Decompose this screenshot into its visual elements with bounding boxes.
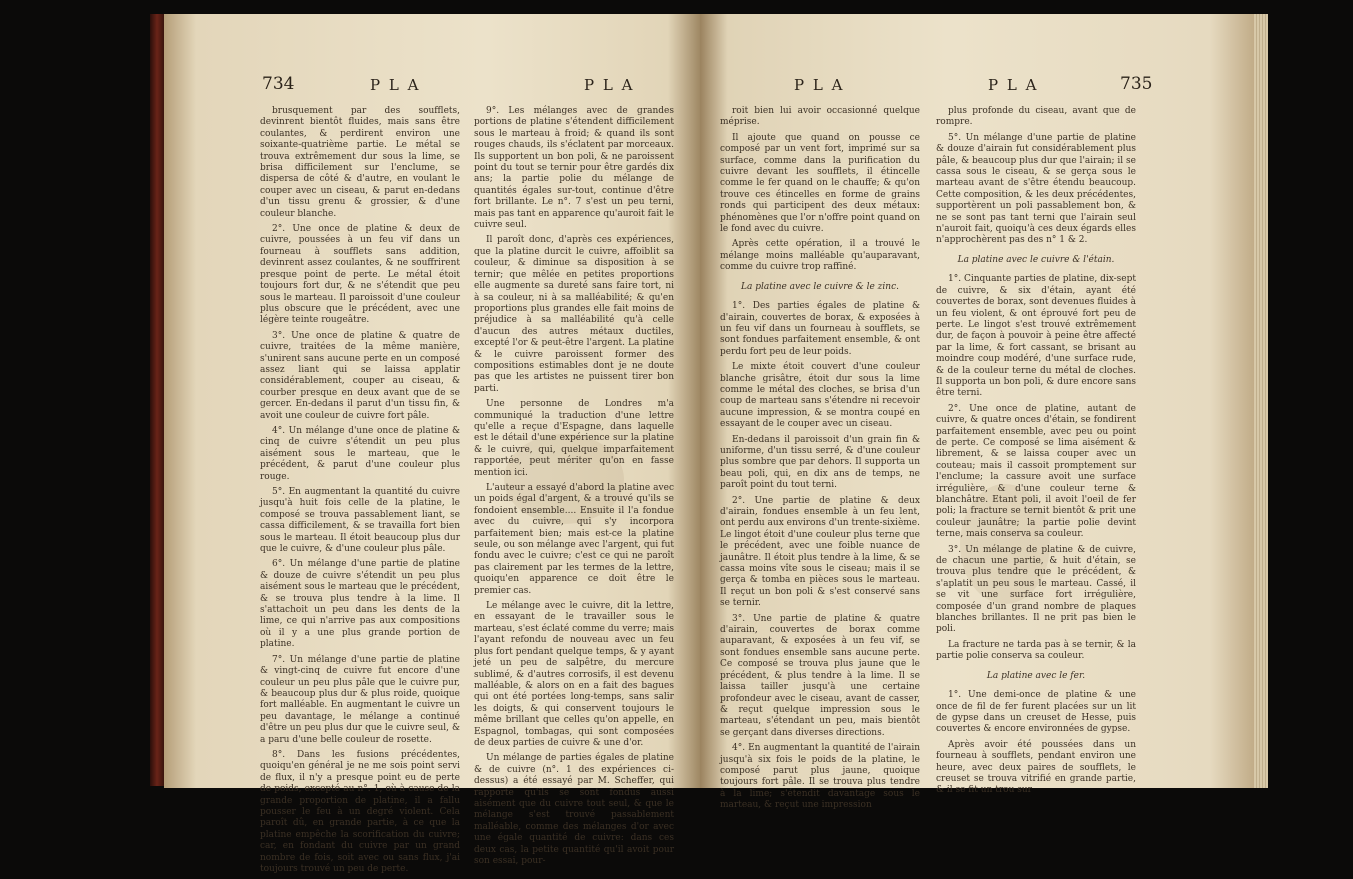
- paragraph: 9°. Les mélanges avec de grandes portions de platine s'étendent difficilement sous le marteau à froid; & quand ils sont rouges chauds, ils s'éclatent par morceaux. Ils supportent un bon poli, & ne paroissent point du tout se ternir pour être gardés dix ans; la partie polie du mélange de quantités égales sur-tout, continue d'être fort brillante. Le n°. 7 s'est un peu terni, mais pas tant en apparence qu'auroit fait le cuivre seul.: [474, 106, 674, 231]
- paragraph: 1°. Des parties égales de platine & d'airain, couvertes de borax, & exposées à un feu vif dans un fourneau à soufflets, se sont fondues parfaitement ensemble, & ont perdu fort peu de leur poids.: [720, 301, 920, 357]
- paragraph: 3°. Une once de platine & quatre de cuivre, traitées de la même manière, s'unirent sans aucune perte en un composé assez liant qui se laissa applatir considérablement, couper au ciseau, & courber presque en deux avant que de se gercer. En-dedans il parut d'un tissu fin, & avoit une couleur de cuivre fort pâle.: [260, 330, 460, 421]
- paragraph: Après cette opération, il a trouvé le mélange moins malléable qu'auparavant, comme du cuivre trop raffiné.: [720, 239, 920, 273]
- paragraph: 4°. Un mélange d'une once de platine & cinq de cuivre s'étendit un peu plus aisément sous le marteau, que le précédent, & parut d'une couleur plus rouge.: [260, 425, 460, 482]
- paragraph: Le mixte étoit couvert d'une couleur blanche grisâtre, étoit dur sous la lime comme le métal des cloches, se brisa d'un coup de marteau sans s'étendre ni recevoir aucune impression, & se montra coupé en essayant de le couper avec un ciseau.: [720, 362, 920, 430]
- paragraph: 7°. Un mélange d'une partie de platine & vingt-cinq de cuivre fut encore d'une couleur un peu plus pâle que le cuivre pur, & beaucoup plus dur & plus roide, quoique fort malléable. En augmentant le cuivre un peu davantage, le mélange a continué d'être un peu plus dur que le cuivre seul, & a paru d'une belle couleur de rosette.: [260, 654, 460, 745]
- paragraph: Un mélange de parties égales de platine & de cuivre (n°. 1 des expériences ci-dessus) a été essayé par M. Scheffer, qui rapporte qu'ils se sont fondus aussi aisément que du cuivre tout seul, & que le mélange s'est trouvé passablement malléable, comme des mélanges d'or avec une égale quantité de cuivre: dans ces deux cas, la petite quantité qu'il avoit pour son essai, pour-: [474, 753, 674, 866]
- page-edges: [1254, 14, 1268, 788]
- paragraph: En-dedans il paroissoit d'un grain fin & uniforme, d'un tissu serré, & d'une couleur plus sombre que par dehors. Il supporta un beau poli, qui, en dix ans de temps, ne paroît point du tout terni.: [720, 434, 920, 491]
- paragraph: 2°. Une once de platine & deux de cuivre, poussées à un feu vif dans un fourneau à soufflets sans addition, devinrent assez coulantes, & ne souffrirent presque point de perte. Le métal étoit toujours fort dur, & ne s'étendit que peu sous le marteau. Il paroissoit d'une couleur plus obscure que le précédent, avec une légère teinte rougeâtre.: [260, 224, 460, 326]
- paragraph: Il ajoute que quand on pousse ce composé par un vent fort, imprimé sur sa surface, comme dans la purification du cuivre devant les soufflets, il étincelle comme le fer quand on le chauffe; & qu'on trouve ces étincelles en forme de grains ronds qui participent des deux métaux: phénomènes que l'or n'offre point quand on le fond avec du cuivre.: [720, 132, 920, 235]
- paragraph: La fracture ne tarda pas à se ternir, & la partie polie conserva sa couleur.: [936, 639, 1136, 662]
- paragraph: 2°. Une once de platine, autant de cuivre, & quatre onces d'étain, se fondirent parfaitement ensemble, avec peu ou point de perte. Ce composé se lima aisément & librement, & se laissa couper avec un couteau; mais il cassoit promptement sur l'enclume; la cassure avoit une surface irrégulière, & d'une couleur terne & blanchâtre. Etant poli, il avoit l'oeil de fer poli; la fracture se ternit bientôt & prit une couleur jaunâtre; la partie polie devint terne, mais conserva sa couleur.: [936, 403, 1136, 540]
- paragraph: Il paroît donc, d'après ces expériences, que la platine durcit le cuivre, affoiblit sa couleur, & diminue sa disposition à se ternir; que mêlée en petites proportions elle augmente sa dureté sans faire tort, ni à sa couleur, ni à sa malléabilité; & qu'en proportions plus grandes elle fait moins de préjudice à sa malléabilité qu'à celle d'aucun des autres métaux ductiles, excepté l'or & peut-être l'argent. La platine & le cuivre paroissent former des compositions estimables dont je ne doute pas que les artistes ne puissent tirer bon parti.: [474, 235, 674, 394]
- right-running-head-1: P L A: [794, 76, 845, 94]
- paragraph: 8°. Dans les fusions précédentes, quoiqu'en général je ne me sois point servi de flux, il n'y a presque point eu de perte de poids, excepté au n°. 1, où à cause de la grande proportion de platine, il a fallu pousser le feu à un degré violent. Cela paroît dû, en grande partie, à ce que la platine empêche la scorification du cuivre; car, en fondant du cuivre par un grand nombre de fois, soit avec ou sans flux, j'ai toujours trouvé un peu de perte.: [260, 749, 460, 874]
- left-column-2: [474, 106, 674, 871]
- right-page-number: 735: [1120, 74, 1153, 94]
- section-heading-zinc: La platine avec le cuivre & le zinc.: [741, 281, 899, 292]
- left-page-number: 734: [262, 74, 295, 94]
- paragraph: 6°. Un mélange d'une partie de platine & douze de cuivre s'étendit un peu plus aisément sous le marteau que le précédent, & se trouva plus tendre à la lime. Il s'attachoit un peu dans les dents de la lime, ce qui n'arrive pas aux compositions où il y a une plus grande portion de platine.: [260, 559, 460, 650]
- paragraph: Après avoir été poussées dans un fourneau à soufflets, pendant environ une heure, avec deux paires de soufflets, le creuset se trouva vitrifié en grande partie, & il se fit un trou sur: [936, 739, 1136, 796]
- section-heading-fer: La platine avec le fer.: [986, 670, 1086, 681]
- paragraph: 5°. Un mélange d'une partie de platine & douze d'airain fut considérablement plus pâle, & beaucoup plus dur que l'airain; il se cassa sous le ciseau, & se gerça sous le marteau avant de s'être étendu beaucoup. Cette composition, & les deux précédentes, supportèrent un poli passablement bon, & ne se sont pas tant terni que l'airain seul n'auroit fait, quoiqu'à ces deux égards elles n'approchèrent pas des n° 1 & 2.: [936, 132, 1136, 246]
- section-heading-etain: La platine avec le cuivre & l'étain.: [957, 254, 1115, 265]
- paragraph: 1°. Une demi-once de platine & une once de fil de fer furent placées sur un lit de gypse dans un creuset de Hesse, puis couvertes & encore environnées de gypse.: [936, 690, 1136, 735]
- left-column-1: [260, 106, 460, 879]
- paragraph: 1°. Cinquante parties de platine, dix-sept de cuivre, & six d'étain, ayant été couvertes de borax, sont devenues fluides à un feu violent, & ont éprouvé fort peu de perte. Le lingot s'est trouvé extrêmement dur, de façon à pouvoir à peine être affecté par la lime, & fort cassant, se brisant au moindre coup modéré, d'une surface rude, & de la couleur terne du métal de cloches. Il supporta un bon poli, & dure encore sans être terni.: [936, 274, 1136, 399]
- left-running-head-1: P L A: [370, 76, 421, 94]
- paragraph: roit bien lui avoir occasionné quelque méprise.: [720, 106, 920, 128]
- paragraph: 5°. En augmentant la quantité du cuivre jusqu'à huit fois celle de la platine, le composé se trouva passablement liant, se cassa difficilement, & se travailla fort bien sous le marteau. Il étoit beaucoup plus dur que le cuivre, & d'une couleur plus pâle.: [260, 487, 460, 555]
- right-page: [700, 14, 1254, 811]
- right-column-1: [720, 106, 920, 816]
- right-column-2: [936, 106, 1136, 801]
- paragraph: 3°. Un mélange de platine & de cuivre, de chacun une partie, & huit d'étain, se trouva plus tendre que le précédent, & s'aplatit un peu sous le marteau. Cassé, il se vit une surface fort irrégulière, composée d'un grand nombre de plaques blanches brillantes. Il ne prit pas bien le poli.: [936, 544, 1136, 635]
- paragraph: 3°. Une partie de platine & quatre d'airain, couvertes de borax comme auparavant, & exposées à un feu vif, se sont fondues ensemble sans aucune perte. Ce composé se trouva plus jaune que le précédent, & plus tendre à la lime. Il se laissa tailler jusqu'à une certaine profondeur avec le ciseau, avant de casser, & reçut quelque impression sous le marteau, s'étendant un peu, mais bientôt se gerçant dans diverses directions.: [720, 613, 920, 738]
- open-book: [150, 14, 1268, 874]
- paragraph: 4°. En augmentant la quantité de l'airain jusqu'à six fois le poids de la platine, le composé parut plus jaune, quoique toujours fort pâle. Il se trouva plus tendre à la lime; s'étendit davantage sous le marteau, & reçut une impression: [720, 743, 920, 811]
- paragraph: 2°. Une partie de platine & deux d'airain, fondues ensemble à un feu lent, ont perdu aux environs d'un trente-sixième. Le lingot étoit d'une couleur plus terne que le précédent, avec une foible nuance de jaunâtre. Il étoit plus tendre à la lime, & se cassa moins vîte sous le ciseau; mais il se gerça & tomba en pièces sous le marteau. Il reçut un bon poli & s'est conservé sans se ternir.: [720, 495, 920, 609]
- paragraph: Le mélange avec le cuivre, dit la lettre, en essayant de le travailler sous le marteau, s'est éclaté comme du verre; mais l'ayant refondu de nouveau avec un feu plus fort pendant quelque temps, & y ayant jeté un peu de salpêtre, du mercure sublimé, & d'autres corrosifs, il est devenu malléable, & alors on en a fait des bagues qui ont été portées long-temps, sans salir les doigts, & qui conservent toujours le même brillant que celles qu'on appelle, en Espagnol, tombagas, qui sont composées de deux parties de cuivre & une d'or.: [474, 601, 674, 748]
- left-running-head-2: P L A: [584, 76, 635, 94]
- paragraph: brusquement par des soufflets, devinrent bientôt fluides, mais sans être coulantes, & perdirent environ une soixante-quatrième partie. Le métal se trouva extrêmement dur sous la lime, se brisa difficilement sur l'enclume, se dispersa de côté & d'autre, en voulant le couper avec un ciseau, & parut en-dedans d'un tissu grenu & grossier, & d'une couleur blanche.: [260, 106, 460, 219]
- right-running-head-2: P L A: [988, 76, 1039, 94]
- left-page: [164, 14, 700, 874]
- paragraph: plus profonde du ciseau, avant que de rompre.: [936, 106, 1136, 128]
- paragraph: L'auteur a essayé d'abord la platine avec un poids égal d'argent, & a trouvé qu'ils se fondoient ensemble.... Ensuite il l'a fondue avec du cuivre, qui s'y incorpora parfaitement bien; mais est-ce la platine seule, ou son mélange avec l'argent, qui fut fondu avec le cuivre; c'est ce qui ne paroît pas clairement par les termes de la lettre, quoiqu'en apparence ce doit être le premier cas.: [474, 483, 674, 596]
- paragraph: Une personne de Londres m'a communiqué la traduction d'une lettre qu'elle a reçue d'Espagne, dans laquelle est le détail d'une expérience sur la platine & le cuivre, qui, quelque imparfaitement rapportée, peut mériter qu'on en fasse mention ici.: [474, 399, 674, 478]
